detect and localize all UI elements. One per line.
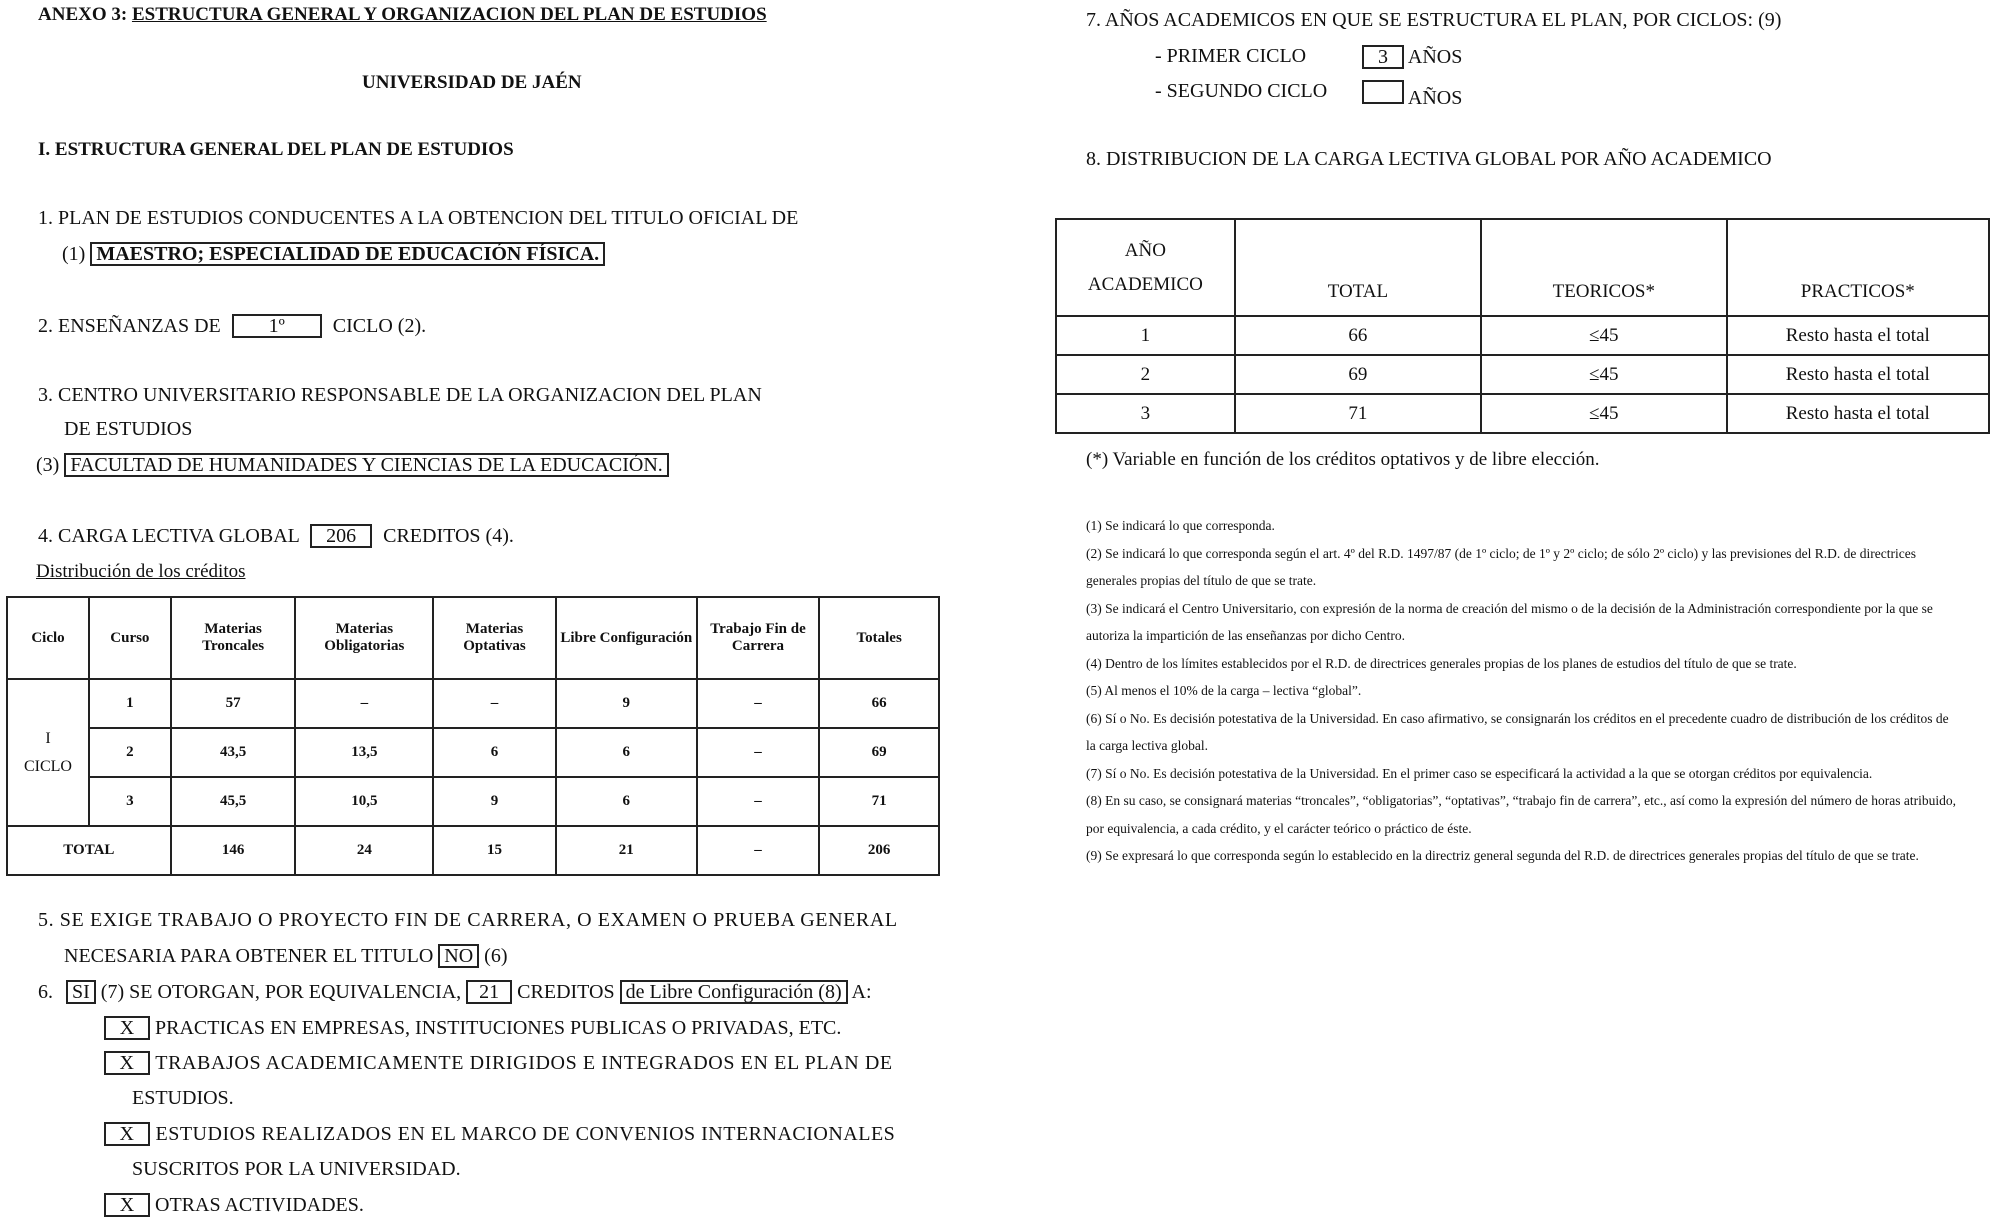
years-unit: AÑOS	[1407, 46, 1463, 68]
table-row	[7, 777, 939, 826]
cell-totales: 69	[819, 728, 939, 777]
total-troncales: 146	[171, 826, 296, 875]
footnote: (9) Se expresará lo que corresponda según lo establecido en la directriz general segunda del R.D. de directrices generales propias del título de que se trate.	[1086, 848, 1919, 863]
tipo-box: de Libre Configuración (8)	[620, 980, 848, 1004]
cell-teoricos: ≤45	[1481, 394, 1726, 433]
footnote: (7) Sí o No. Es decisión potestativa de la Universidad. En el primer caso se especificará la actividad a la que se otorgan créditos por equivalencia.	[1086, 765, 1873, 781]
item-6-text3: A:	[851, 981, 872, 1003]
table-row	[1056, 355, 1989, 394]
option-otras	[104, 1193, 364, 1217]
cell-optativas: 9	[433, 777, 556, 826]
item-6-text1: (7) SE OTORGAN, POR EQUIVALENCIA,	[100, 981, 462, 1003]
total-trabajo: –	[697, 826, 820, 875]
titulo-box: MAESTRO; ESPECIALIDAD DE EDUCACIÓN FÍSICA.	[90, 242, 605, 266]
cell-ano: 1	[1056, 316, 1235, 355]
footnotes	[1086, 512, 1960, 870]
cell-trabajo: –	[697, 777, 820, 826]
total-row	[7, 826, 939, 875]
dist-header-row	[7, 597, 939, 679]
cell-ano: 3	[1056, 394, 1235, 433]
anexo-title: ESTRUCTURA GENERAL Y ORGANIZACION DEL PLAN DE ESTUDIOS	[131, 4, 767, 25]
cell-curso: 2	[89, 728, 171, 777]
header-totales: Totales	[819, 597, 939, 679]
cell-troncales: 57	[171, 679, 296, 728]
item-3-answer	[36, 453, 669, 477]
item-4-after: CREDITOS (4).	[383, 525, 514, 547]
table-row	[7, 728, 939, 777]
total-optativas: 15	[433, 826, 556, 875]
carga-header-row	[1056, 219, 1989, 316]
item-5-after: (6)	[484, 945, 508, 967]
item-3-line1: 3. CENTRO UNIVERSITARIO RESPONSABLE DE LA ORGANIZACION DEL PLAN	[38, 384, 762, 406]
footnote: (2) Se indicará lo que corresponda según el art. 4º del R.D. 1497/87 (de 1º ciclo; de 1º y 2º ciclo; de sólo 2º ciclo) y las previsiones del R.D. de directrices generales propias del título de que se trate.	[1086, 545, 1916, 588]
total-libre: 21	[556, 826, 697, 875]
cell-practicos: Resto hasta el total	[1727, 355, 1989, 394]
cell-totales: 71	[819, 777, 939, 826]
segundo-ciclo-box	[1362, 80, 1404, 104]
header-ano-academico	[1056, 219, 1235, 316]
cell-trabajo: –	[697, 728, 820, 777]
cell-troncales: 45,5	[171, 777, 296, 826]
cell-practicos: Resto hasta el total	[1727, 316, 1989, 355]
item-1-text: 1. PLAN DE ESTUDIOS CONDUCENTES A LA OBTENCION DEL TITULO OFICIAL DE	[38, 207, 799, 229]
trabajo-box: NO	[438, 944, 479, 968]
table-row	[1056, 316, 1989, 355]
item-1-prefix: (1)	[62, 243, 86, 265]
footnote: (1) Se indicará lo que corresponda.	[1086, 518, 1275, 533]
table-row	[1056, 394, 1989, 433]
footnote: (6) Sí o No. Es decisión potestativa de la Universidad. En caso afirmativo, se consignarán los créditos en el precedente cuadro de distribución de los créditos de la carga lectiva global.	[1086, 710, 1949, 753]
cell-obligatorias: 10,5	[295, 777, 433, 826]
item-2-before: 2. ENSEÑANZAS DE	[38, 315, 221, 337]
carga-table	[1055, 218, 1990, 434]
item-7-title: 7. AÑOS ACADEMICOS EN QUE SE ESTRUCTURA EL PLAN, POR CICLOS: (9)	[1086, 9, 1782, 31]
item-2	[38, 314, 426, 338]
cell-curso: 3	[89, 777, 171, 826]
footnote: (8) En su caso, se consignará materias “troncales”, “obligatorias”, “optativas”, “trabajo fin de carrera”, etc., así como la expresión del número de horas atribuido, por equivalencia, a cada crédito, y el carácter teórico o práctico de éste.	[1086, 793, 1957, 836]
table-row	[7, 679, 939, 728]
section-title: I. ESTRUCTURA GENERAL DEL PLAN DE ESTUDIOS	[38, 139, 514, 160]
primer-ciclo-box: 3	[1362, 45, 1404, 69]
header-obligatorias: Materias Obligatorias	[295, 597, 433, 679]
item-2-after: CICLO (2).	[332, 315, 427, 337]
cell-totales: 66	[819, 679, 939, 728]
option-text: PRACTICAS EN EMPRESAS, INSTITUCIONES PUBLICAS O PRIVADAS, ETC.	[155, 1017, 842, 1039]
item-5-text: NECESARIA PARA OBTENER EL TITULO	[64, 945, 434, 967]
item-8-title: 8. DISTRIBUCION DE LA CARGA LECTIVA GLOBAL POR AÑO ACADEMICO	[1086, 148, 1772, 170]
equivalence-credits-box: 21	[466, 980, 512, 1004]
centro-box: FACULTAD DE HUMANIDADES Y CIENCIAS DE LA EDUCACIÓN.	[64, 453, 668, 477]
primer-ciclo-answer	[1362, 45, 1462, 69]
option-text: OTRAS ACTIVIDADES.	[155, 1194, 364, 1216]
years-unit: AÑOS	[1407, 87, 1463, 109]
item-5-line1: 5. SE EXIGE TRABAJO O PROYECTO FIN DE CARRERA, O EXAMEN O PRUEBA GENERAL	[38, 909, 898, 931]
item-3-prefix: (3)	[36, 454, 60, 476]
checkbox-otras: X	[104, 1193, 150, 1217]
cell-ano: 2	[1056, 355, 1235, 394]
cell-teoricos: ≤45	[1481, 355, 1726, 394]
header-optativas: Materias Optativas	[433, 597, 556, 679]
checkbox-practicas: X	[104, 1016, 150, 1040]
footnote: (4) Dentro de los límites establecidos por el R.D. de directrices generales propias de los planes de estudios del título de que se trate.	[1086, 655, 1797, 671]
option-estudios	[104, 1122, 895, 1146]
primer-ciclo-label: - PRIMER CICLO	[1155, 45, 1307, 67]
option-text: TRABAJOS ACADEMICAMENTE DIRIGIDOS E INTEGRADOS EN EL PLAN DE	[155, 1052, 893, 1074]
university-name: UNIVERSIDAD DE JAÉN	[362, 72, 582, 93]
cell-libre: 9	[556, 679, 697, 728]
cell-optativas: –	[433, 679, 556, 728]
item-4-before: 4. CARGA LECTIVA GLOBAL	[38, 525, 300, 547]
item-6-num: 6.	[38, 981, 53, 1003]
option-text: ESTUDIOS REALIZADOS EN EL MARCO DE CONVENIOS INTERNACIONALES	[155, 1123, 896, 1145]
ciclo-cell: I CICLO	[7, 679, 89, 826]
cell-obligatorias: –	[295, 679, 433, 728]
option-text-continued: SUSCRITOS POR LA UNIVERSIDAD.	[132, 1158, 461, 1180]
item-6	[38, 980, 872, 1004]
total-obligatorias: 24	[295, 826, 433, 875]
item-1-answer	[62, 242, 605, 266]
carga-box: 206	[310, 524, 372, 548]
cell-troncales: 43,5	[171, 728, 296, 777]
cell-total: 69	[1235, 355, 1481, 394]
total-totales: 206	[819, 826, 939, 875]
si-box: SI	[66, 980, 96, 1004]
footnote: (5) Al menos el 10% de la carga – lectiva “global”.	[1086, 683, 1362, 698]
cell-total: 66	[1235, 316, 1481, 355]
segundo-ciclo-label: - SEGUNDO CICLO	[1155, 80, 1328, 102]
ciclo-box: 1º	[232, 314, 322, 338]
cell-libre: 6	[556, 777, 697, 826]
option-text-continued: ESTUDIOS.	[132, 1087, 234, 1109]
header-total: TOTAL	[1235, 219, 1481, 316]
anexo-heading	[38, 4, 767, 26]
variable-note: (*) Variable en función de los créditos optativos y de libre elección.	[1086, 449, 1600, 470]
header-ciclo: Ciclo	[7, 597, 89, 679]
item-5-line2	[64, 944, 508, 968]
header-trabajo: Trabajo Fin de Carrera	[697, 597, 820, 679]
cell-practicos: Resto hasta el total	[1727, 394, 1989, 433]
option-practicas	[104, 1016, 841, 1040]
header-academico: ACADEMICO	[1087, 273, 1203, 295]
cell-optativas: 6	[433, 728, 556, 777]
checkbox-trabajos: X	[104, 1051, 150, 1075]
option-trabajos	[104, 1051, 893, 1075]
checkbox-estudios: X	[104, 1122, 150, 1146]
cell-teoricos: ≤45	[1481, 316, 1726, 355]
cell-obligatorias: 13,5	[295, 728, 433, 777]
header-practicos: PRACTICOS*	[1727, 219, 1989, 316]
item-6-text2: CREDITOS	[517, 981, 615, 1003]
cell-curso: 1	[89, 679, 171, 728]
item-4	[38, 524, 514, 548]
distribution-table	[6, 596, 940, 876]
footnote: (3) Se indicará el Centro Universitario, con expresión de la norma de creación del mismo o de la decisión de la Administración correspondiente por la que se autoriza la impartición de las enseñanzas por dicho Centro.	[1086, 600, 1933, 643]
total-label: TOTAL	[7, 826, 171, 875]
header-curso: Curso	[89, 597, 171, 679]
header-libre: Libre Configuración	[556, 597, 697, 679]
anexo-label: ANEXO 3:	[38, 4, 128, 25]
cell-libre: 6	[556, 728, 697, 777]
segundo-ciclo-answer	[1362, 80, 1462, 110]
cell-total: 71	[1235, 394, 1481, 433]
header-ano: AÑO	[1124, 239, 1166, 261]
dist-title: Distribución de los créditos	[36, 561, 246, 582]
header-troncales: Materias Troncales	[171, 597, 296, 679]
cell-trabajo: –	[697, 679, 820, 728]
header-teoricos: TEORICOS*	[1481, 219, 1726, 316]
item-3-line2: DE ESTUDIOS	[64, 418, 193, 440]
